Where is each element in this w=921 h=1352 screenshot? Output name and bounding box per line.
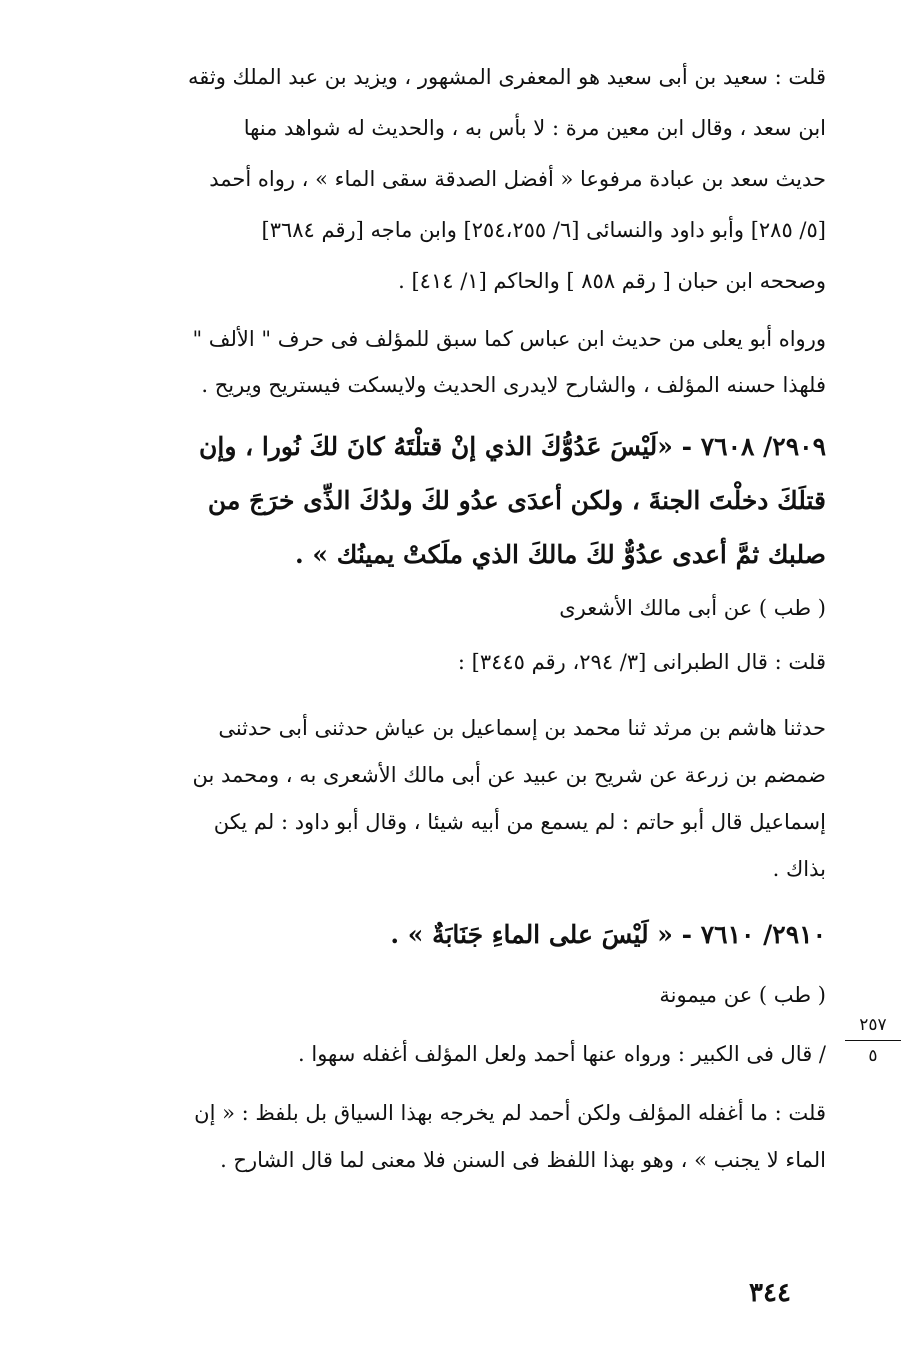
hadith-source-1: [106, 588, 826, 628]
text-line: ابن سعد ، وقال ابن معين مرة : لا بأس به ، والحديث له شواهد منها: [243, 116, 826, 140]
hadith-2909: [106, 420, 826, 582]
hadith-line: ٢٩٠٩/ ٧٦٠٨ - «لَيْسَ عَدُوُّكَ الذي إنْ قتلْتَهُ كانَ لكَ نُورا ، وإن: [199, 432, 826, 461]
page-number: ٣٤٤: [749, 1278, 791, 1308]
text-line: إسماعيل قال أبو حاتم : لم يسمع من أبيه شيئا ، وقال أبو داود : لم يكن: [213, 810, 826, 834]
text-line: قلت : ما أغفله المؤلف ولكن أحمد لم يخرجه بهذا السياق بل بلفظ : « إن: [194, 1101, 826, 1125]
text-line: قلت : سعيد بن أبى سعيد هو المعفرى المشهور ، ويزيد بن عبد الملك وثقه: [187, 65, 826, 89]
text-line: بذاك .: [772, 857, 826, 881]
margin-volume-reference: [845, 1014, 901, 1067]
paragraph-sanad-review: [106, 52, 826, 307]
margin-divider: [845, 1040, 901, 1041]
source-line: ( طب ) عن أبى مالك الأشعرى: [559, 596, 826, 620]
tabarani-reference: [106, 642, 826, 682]
kabir-note: [106, 1034, 826, 1074]
paragraph-final-comment: [106, 1090, 826, 1184]
text-line: الماء لا يجنب » ، وهو بهذا اللفظ فى السنن فلا معنى لما قال الشارح .: [220, 1148, 826, 1172]
hadith-2910: [106, 910, 826, 960]
text-line: فلهذا حسنه المؤلف ، والشارح لايدرى الحديث ولايسكت فيستريح ويريح .: [201, 373, 826, 397]
text-line: ورواه أبو يعلى من حديث ابن عباس كما سبق للمؤلف فى حرف " الألف ": [192, 327, 826, 351]
paragraph-isnad: [106, 705, 826, 893]
margin-volume-number: ٥: [868, 1046, 878, 1066]
text-line: [٥/ ٢٨٥] وأبو داود والنسائى [٦/ ٢٥٤،٢٥٥] وابن ماجه [رقم ٣٦٨٤]: [261, 218, 826, 242]
margin-page-number: ٢٥٧: [859, 1015, 887, 1035]
source-line: ( طب ) عن ميمونة: [659, 983, 826, 1007]
text-line: حديث سعد بن عبادة مرفوعا « أفضل الصدقة سقى الماء » ، رواه أحمد: [209, 167, 826, 191]
reference-line: قلت : قال الطبرانى [٣/ ٢٩٤، رقم ٣٤٤٥] :: [457, 650, 826, 674]
text-line: وصححه ابن حبان [ رقم ٨٥٨ ] والحاكم [١/ ٤١٤] .: [398, 269, 826, 293]
text-line: حدثنا هاشم بن مرثد ثنا محمد بن إسماعيل بن عياش حدثنى أبى حدثنى: [218, 716, 826, 740]
hadith-line: قتلَكَ دخلْتَ الجنةَ ، ولكن أعدَى عدُو لكَ ولدُكَ الذِّى خرَجَ من: [207, 486, 826, 515]
hadith-source-2: [106, 975, 826, 1015]
paragraph-abu-yala: [106, 316, 826, 408]
hadith-line: صلبك ثمَّ أعدى عدُوٌّ لكَ مالكَ الذي ملَكتْ يمينُك » .: [295, 540, 826, 569]
hadith-line: ٢٩١٠/ ٧٦١٠ - « لَيْسَ على الماءِ جَنَابَةٌ » .: [390, 920, 826, 949]
text-line: ضمضم بن زرعة عن شريح بن عبيد عن أبى مالك الأشعرى به ، ومحمد بن: [192, 763, 826, 787]
text-line: / قال فى الكبير : ورواه عنها أحمد ولعل المؤلف أغفله سهوا .: [298, 1042, 826, 1066]
